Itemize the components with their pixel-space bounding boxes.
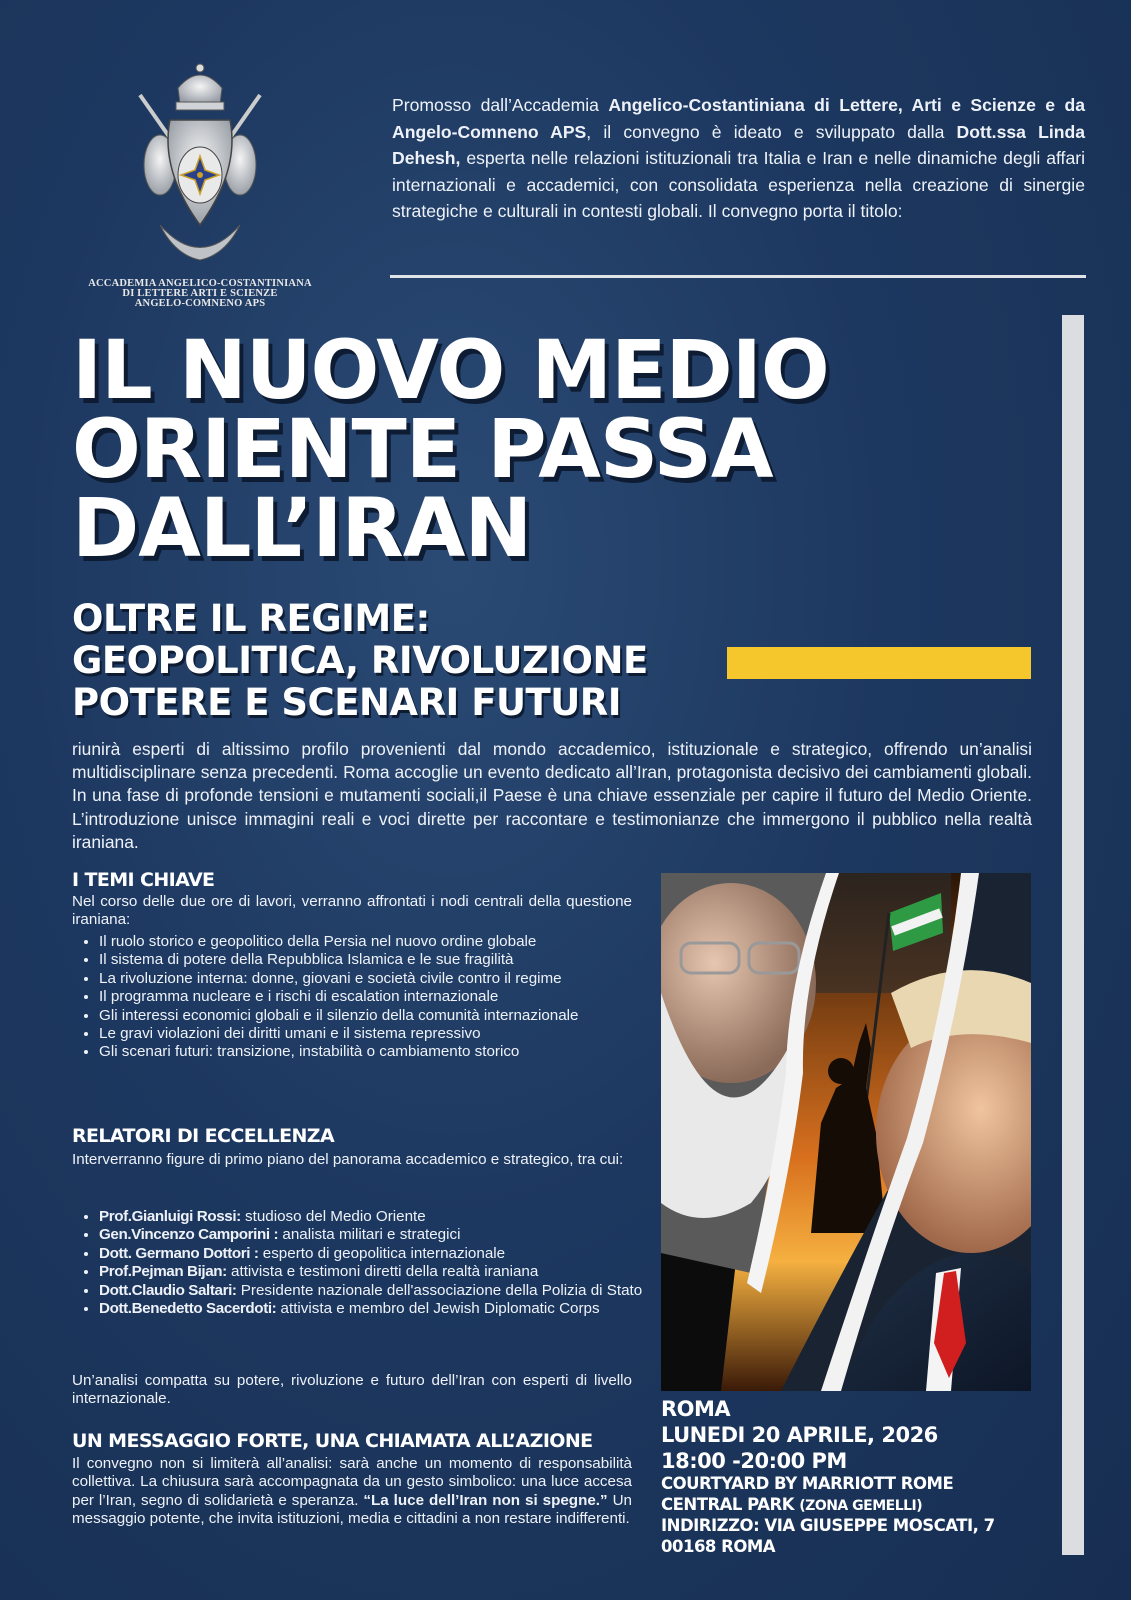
event-venue-note: (ZONA GEMELLI) xyxy=(799,1497,923,1514)
event-date: LUNEDI 20 APRILE, 2026 xyxy=(661,1423,938,1447)
description-paragraph: riunirà esperti di altissimo profilo provenienti dal mondo accademico, istituzionale e strategico, offrendo un’analisi multidisciplinare senza precedenti. Roma accoglie un evento dedicato all’Iran, protagonista decisivo dei cambiamenti globali. In una fase di profonde tensioni e mutamenti sociali,il Paese è una chiave essenziale per capire il futuro del Medio Oriente. L’introduzione unisce immagini reali e voci dirette per raccontare e testimonianze che immergono il pubblico nella realtà iraniana. xyxy=(72,739,1032,852)
list-item: • La rivoluzione interna: donne, giovani e società civile contro il regime xyxy=(99,970,659,988)
list-item: • Gli interessi economici globali e il silenzio della comunità internazionale xyxy=(99,1007,659,1025)
list-item: • Il sistema di potere della Repubblica Islamica e le sue fragilità xyxy=(99,951,659,969)
subtitle-line: GEOPOLITICA, RIVOLUZIONE xyxy=(72,639,648,682)
intro-text: esperta nelle relazioni istituzionali tra Italia e Iran e nelle dinamiche degli affari internazionali e accademici, con consolidata esperienza nella creazione di sinergie strategiche e culturali in contesti globali. Il convegno porta il titolo: xyxy=(392,148,1085,222)
intro-text: , il convegno è ideato e sviluppato dalla xyxy=(586,121,957,142)
academy-name-line: DI LETTERE ARTI E SCIENZE xyxy=(122,288,278,299)
temi-intro: Nel corso delle due ore di lavori, verranno affrontati i nodi centrali della questione iraniana: xyxy=(72,893,632,929)
list-item: • Il programma nucleare e i rischi di escalation internazionale xyxy=(99,988,659,1006)
messaggio-body: Un messaggio potente, che invita istituzioni, media e cittadini a non restare indifferenti. xyxy=(72,1491,632,1528)
speaker-role: analista militari e strategici xyxy=(278,1226,461,1244)
page-title xyxy=(72,324,1052,576)
section-heading-temi: I TEMI CHIAVE xyxy=(72,869,215,891)
academy-name-line: ANGELO-COMNENO APS xyxy=(134,298,266,309)
list-item xyxy=(99,1208,659,1226)
intro-curator: Dott.ssa Linda Dehesh, xyxy=(392,121,1086,169)
event-venue-line2 xyxy=(661,1495,1051,1517)
list-item: • Il ruolo storico e geopolitico della Persia nel nuovo ordine globale xyxy=(99,933,659,951)
event-time: 18:00 -20:00 PM xyxy=(661,1449,847,1473)
event-address: INDIRIZZO: VIA GIUSEPPE MOSCATI, 7 xyxy=(661,1516,995,1535)
list-item xyxy=(99,1282,659,1300)
crest-icon xyxy=(130,60,270,270)
section-heading-messaggio: UN MESSAGGIO FORTE, UNA CHIAMATA ALL’AZIONE xyxy=(72,1430,593,1452)
messaggio-quote: “La luce dell’Iran non si spegne.” xyxy=(363,1491,608,1509)
speaker-name: Dott.Claudio Saltari: xyxy=(99,1281,237,1299)
academy-name xyxy=(80,279,320,309)
list-item xyxy=(99,1226,659,1244)
divider xyxy=(390,275,1086,278)
event-city: ROMA xyxy=(661,1397,731,1421)
speaker-name: Dott. Germano Dottori : xyxy=(99,1244,259,1262)
subtitle-line: POTERE E SCENARI FUTURI xyxy=(72,681,622,724)
relatori-intro: Interverranno figure di primo piano del panorama accademico e strategico, tra cui: xyxy=(72,1151,624,1168)
messaggio-text xyxy=(72,1455,632,1529)
speaker-role: esperto di geopolitica internazionale xyxy=(258,1244,506,1262)
section-heading-relatori: RELATORI DI ECCELLENZA xyxy=(72,1125,335,1147)
list-item xyxy=(99,1245,659,1263)
intro-paragraph xyxy=(392,92,1085,225)
speaker-role: attivista e membro del Jewish Diplomatic Corps xyxy=(276,1300,600,1318)
messaggio-body: Il convegno non si limiterà all’analisi: sarà anche un momento di responsabilità collettiva. La chiusura sarà accompagnata da un gesto simbolico: una luce accesa per l’Iran, segno di solidarietà e speranza. xyxy=(72,1455,632,1509)
speaker-name: Gen.Vincenzo Camporini : xyxy=(99,1226,279,1244)
list-item xyxy=(99,1300,659,1318)
decorative-bar xyxy=(1062,315,1084,1555)
subtitle-line: OLTRE IL REGIME: xyxy=(72,597,430,640)
speaker-name: Prof.Gianluigi Rossi: xyxy=(99,1208,241,1225)
intro-text: Promosso dall’Accademia xyxy=(392,95,609,115)
event-postal: 00168 ROMA xyxy=(661,1536,776,1556)
event-details xyxy=(661,1396,1051,1557)
speaker-role: Presidente nazionale dell'associazione della Polizia di Stato xyxy=(236,1281,643,1299)
speaker-name: Prof.Pejman Bijan: xyxy=(99,1263,227,1281)
list-item xyxy=(99,1263,659,1281)
subtitle xyxy=(72,598,772,724)
event-venue-name: CENTRAL PARK xyxy=(661,1494,800,1514)
speaker-role: studioso del Medio Oriente xyxy=(240,1208,426,1225)
academy-name-line: ACCADEMIA ANGELICO-COSTANTINIANA xyxy=(88,278,312,289)
photo-collage xyxy=(661,873,1031,1391)
relatori-list xyxy=(72,1208,659,1318)
title-line: IL NUOVO MEDIO xyxy=(72,324,829,418)
temi-list xyxy=(72,933,659,1062)
title-line: ORIENTE PASSA xyxy=(72,403,773,497)
list-item: • Le gravi violazioni dei diritti umani e il sistema repressivo xyxy=(99,1025,659,1043)
closing-text: Un’analisi compatta su potere, rivoluzione e futuro dell’Iran con esperti di livello internazionale. xyxy=(72,1372,632,1408)
speaker-role: attivista e testimoni diretti della realtà iraniana xyxy=(226,1263,539,1281)
list-item: • Gli scenari futuri: transizione, instabilità o cambiamento storico xyxy=(99,1043,659,1061)
speaker-name: Dott.Benedetto Sacerdoti: xyxy=(99,1300,277,1318)
accent-bar xyxy=(727,647,1031,679)
intro-organizers: Angelico-Costantiniana di Lettere, Arti e Scienze e da Angelo-Comneno APS xyxy=(392,95,1085,142)
event-venue: COURTYARD BY MARRIOTT ROME xyxy=(661,1474,954,1493)
title-line: DALL’IRAN xyxy=(72,482,532,576)
